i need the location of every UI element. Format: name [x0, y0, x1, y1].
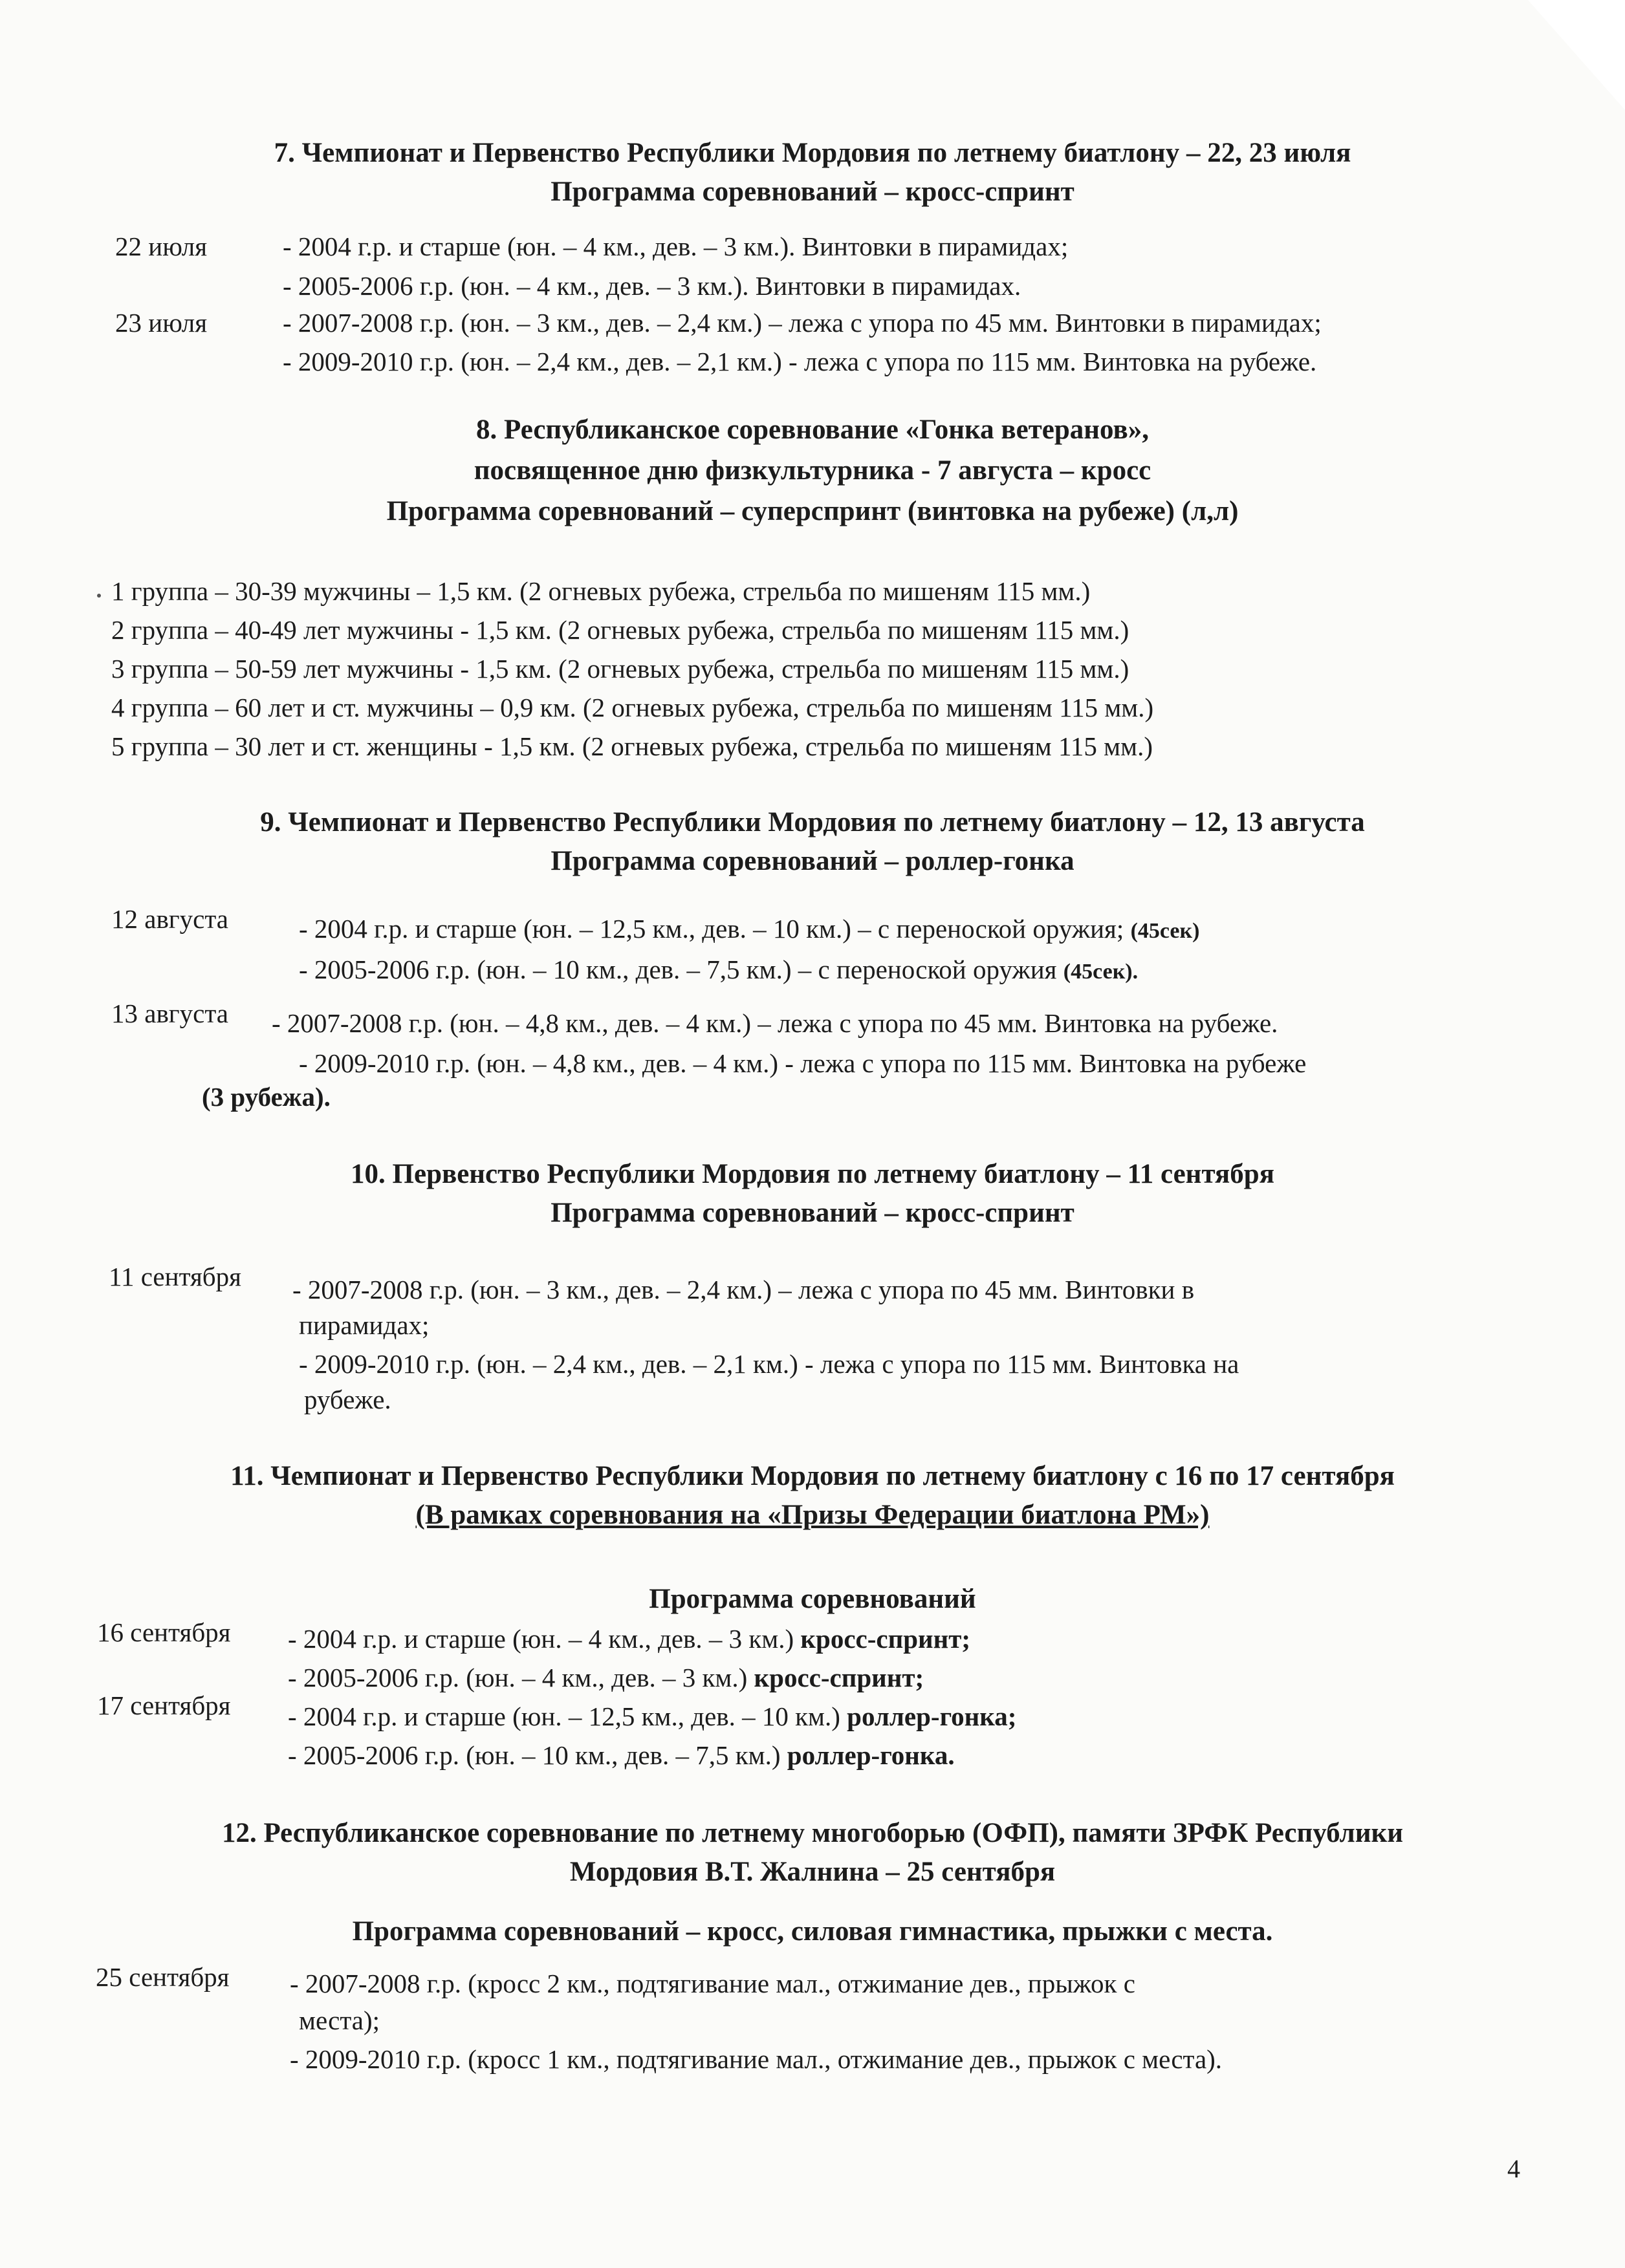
section-9-title: 9. Чемпионат и Первенство Республики Мордовия по летнему биатлону – 12, 13 августа — [260, 807, 1365, 837]
page-number: 4 — [1507, 2154, 1520, 2183]
date-label: 25 сентября — [96, 1962, 230, 1992]
section-8-program: Программа соревнований – суперспринт (винтовка на рубеже) (л,л) — [386, 496, 1239, 526]
date-label: 11 сентября — [109, 1262, 242, 1291]
section-10-title: 10. Первенство Республики Мордовия по летнему биатлону – 11 сентября — [351, 1159, 1274, 1189]
schedule-line: - 2005-2006 г.р. (юн. – 4 км., дев. – 3 км.). Винтовки в пирамидах. — [283, 271, 1021, 301]
schedule-line: - 2009-2010 г.р. (юн. – 2,4 км., дев. – 2,1 км.) - лежа с упора по 115 мм. Винтовка на рубеже. — [283, 347, 1317, 376]
schedule-line — [299, 913, 1199, 944]
schedule-line — [288, 1623, 970, 1654]
section-7-title: 7. Чемпионат и Первенство Республики Мордовия по летнему биатлону – 22, 23 июля — [274, 138, 1351, 168]
schedule-text: - 2004 г.р. и старше (юн. – 12,5 км., дев. – 10 км.) — [288, 1701, 840, 1731]
schedule-text: - 2004 г.р. и старше (юн. – 4 км., дев. – 3 км.) — [288, 1624, 794, 1654]
group-line: 5 группа – 30 лет и ст. женщины - 1,5 км. (2 огневых рубежа, стрельба по мишеням 115 мм.) — [111, 731, 1153, 761]
schedule-line: - 2007-2008 г.р. (юн. – 4,8 км., дев. – 4 км.) – лежа с упора по 45 мм. Винтовка на рубеже. — [272, 1008, 1278, 1038]
section-11-title: 11. Чемпионат и Первенство Республики Мордовия по летнему биатлону с 16 по 17 сентября — [230, 1461, 1395, 1491]
section-8-subtitle: посвященное дню физкультурника - 7 августа – кросс — [474, 455, 1151, 486]
schedule-line: - 2009-2010 г.р. (юн. – 4,8 км., дев. – 4 км.) - лежа с упора по 115 мм. Винтовка на рубеже — [299, 1048, 1307, 1078]
date-label: 23 июля — [115, 308, 208, 338]
date-label: 13 августа — [111, 999, 228, 1028]
schedule-line — [288, 1662, 924, 1693]
schedule-text: - 2005-2006 г.р. (юн. – 10 км., дев. – 7,5 км.) – с переноской оружия — [299, 955, 1057, 984]
schedule-line: пирамидах; — [299, 1310, 430, 1340]
date-label: 16 сентября — [97, 1617, 231, 1647]
schedule-line: рубеже. — [304, 1385, 391, 1414]
race-type: роллер-гонка; — [847, 1701, 1017, 1731]
schedule-line — [288, 1740, 955, 1771]
section-9-program: Программа соревнований – роллер-гонка — [551, 846, 1074, 876]
schedule-text: - 2005-2006 г.р. (юн. – 4 км., дев. – 3 км.) — [288, 1663, 748, 1692]
section-12-subtitle: Мордовия В.Т. Жалнина – 25 сентября — [569, 1857, 1056, 1887]
section-10-program: Программа соревнований – кросс-спринт — [551, 1198, 1074, 1228]
schedule-text: - 2004 г.р. и старше (юн. – 12,5 км., дев. – 10 км.) – с переноской оружия; — [299, 914, 1124, 944]
schedule-line — [288, 1701, 1016, 1732]
section-12-title: 12. Республиканское соревнование по летнему многоборью (ОФП), памяти ЗРФК Республики — [221, 1818, 1404, 1848]
schedule-text: - 2005-2006 г.р. (юн. – 10 км., дев. – 7,5 км.) — [288, 1740, 781, 1770]
race-type: роллер-гонка. — [787, 1740, 955, 1770]
group-line: 4 группа – 60 лет и ст. мужчины – 0,9 км. (2 огневых рубежа, стрельба по мишеням 115 мм.) — [111, 693, 1154, 722]
group-line: 2 группа – 40-49 лет мужчины - 1,5 км. (2 огневых рубежа, стрельба по мишеням 115 мм.) — [111, 615, 1129, 645]
section-8-title: 8. Республиканское соревнование «Гонка ветеранов», — [476, 415, 1149, 445]
time-note: (45сек) — [1130, 919, 1200, 943]
date-label: 17 сентября — [97, 1690, 231, 1720]
schedule-line: (3 рубежа). — [202, 1082, 331, 1112]
margin-dot — [97, 594, 101, 598]
group-line: 3 группа – 50-59 лет мужчины - 1,5 км. (2 огневых рубежа, стрельба по мишеням 115 мм.) — [111, 654, 1129, 684]
schedule-line: - 2007-2008 г.р. (кросс 2 км., подтягивание мал., отжимание дев., прыжок с — [290, 1969, 1135, 1998]
date-label: 22 июля — [115, 232, 208, 261]
group-line: 1 группа – 30-39 мужчины – 1,5 км. (2 огневых рубежа, стрельба по мишеням 115 мм.) — [111, 576, 1091, 606]
schedule-line: - 2009-2010 г.р. (кросс 1 км., подтягивание мал., отжимание дев., прыжок с места). — [290, 2044, 1223, 2074]
schedule-line: места); — [299, 2005, 380, 2035]
date-label: 12 августа — [111, 904, 228, 934]
schedule-line — [299, 954, 1138, 985]
section-12-program: Программа соревнований – кросс, силовая гимнастика, прыжки с места. — [352, 1916, 1273, 1947]
schedule-line: - 2007-2008 г.р. (юн. – 3 км., дев. – 2,4 км.) – лежа с упора по 45 мм. Винтовки в — [292, 1275, 1195, 1304]
race-type: кросс-спринт; — [800, 1624, 971, 1654]
time-note: (45сек). — [1063, 960, 1139, 984]
section-11-program: Программа соревнований — [649, 1584, 976, 1614]
section-11-subtitle: (В рамках соревнования на «Призы Федерации биатлона РМ») — [415, 1500, 1210, 1530]
section-7-program: Программа соревнований – кросс-спринт — [551, 177, 1074, 207]
schedule-line: - 2004 г.р. и старше (юн. – 4 км., дев. – 3 км.). Винтовки в пирамидах; — [283, 232, 1069, 261]
folded-corner — [1528, 0, 1625, 110]
schedule-line: - 2007-2008 г.р. (юн. – 3 км., дев. – 2,4 км.) – лежа с упора по 45 мм. Винтовки в пирамидах; — [283, 308, 1322, 338]
race-type: кросс-спринт; — [754, 1663, 924, 1692]
schedule-line: - 2009-2010 г.р. (юн. – 2,4 км., дев. – 2,1 км.) - лежа с упора по 115 мм. Винтовка на — [299, 1349, 1239, 1379]
